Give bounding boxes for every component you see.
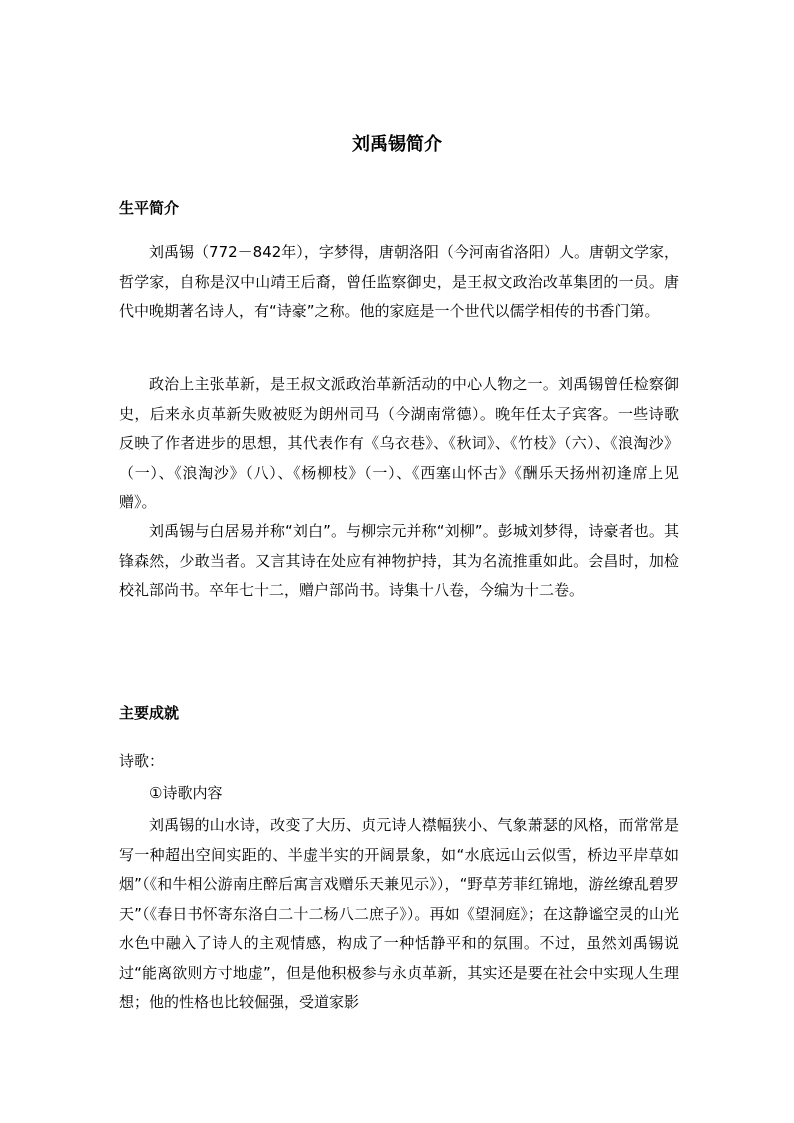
section-heading-achievements: 主要成就 xyxy=(119,704,180,722)
achievements-paragraph-1: 刘禹锡的山水诗，改变了大历、贞元诗人襟幅狭小、气象萧瑟的风格，而常常是写一种超出空间实距的、半虚半实的开阔景象，如“水底远山云似雪，桥边平岸草如烟”（《和牛相公游南庄醉后寓言戏赠乐天兼见示》），“野草芳菲红锦地，游丝缭乱碧罗天”（《春日书怀寄东洛白二十二杨八二庶子》）。再如《望洞庭》；在这静谧空灵的山光水色中融入了诗人的主观情感，构成了一种恬静平和的氛围。不过，虽然刘禹锡说过“能离欲则方寸地虚”，但是他积极参与永贞革新，其实还是要在社会中实现人生理想；他的性格也比较倔强，受道家影 xyxy=(119,816,679,1011)
section-heading-biography: 生平简介 xyxy=(119,199,180,217)
biography-paragraph-1: 刘禹锡（772－842年），字梦得，唐朝洛阳（今河南省洛阳）人。唐朝文学家，哲学家，自称是汉中山靖王后裔，曾任监察御史，是王叔文政治改革集团的一员。唐代中晚期著名诗人，有“诗豪”之称。他的家庭是一个世代以儒学相传的书香门第。 xyxy=(119,243,679,320)
biography-paragraph-2: 政治上主张革新，是王叔文派政治革新活动的中心人物之一。刘禹锡曾任检察御史，后来永贞革新失败被贬为朗州司马（今湖南常德）。晚年任太子宾客。一些诗歌反映了作者进步的思想，其代表作有《乌衣巷》、《秋词》、《竹枝》（六）、《浪淘沙》（一）、《浪淘沙》（八）、《杨柳枝》（一）、《西塞山怀古》《酬乐天扬州初逢席上见赠》。 xyxy=(119,375,679,511)
biography-paragraph-3: 刘禹锡与白居易并称“刘白”。与柳宗元并称“刘柳”。彭城刘梦得，诗豪者也。其锋森然，少敢当者。又言其诗在处应有神物护持，其为名流推重如此。会昌时，加检校礼部尚书。卒年七十二，赠户部尚书。诗集十八卷，今编为十二卷。 xyxy=(119,522,679,599)
document-title: 刘禹锡简介 xyxy=(352,134,442,155)
poetry-label: 诗歌： xyxy=(119,752,165,770)
poetry-content-subheading: ①诗歌内容 xyxy=(149,784,223,802)
